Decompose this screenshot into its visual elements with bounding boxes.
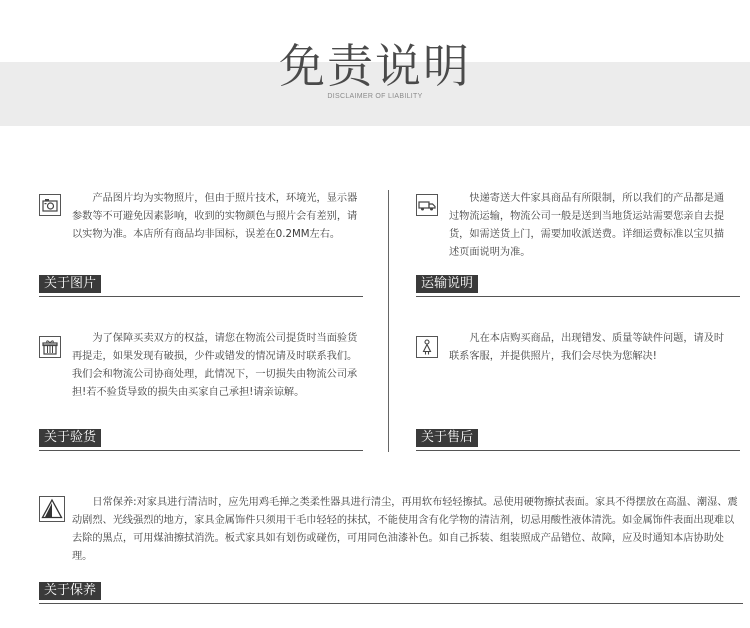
truck-icon [416, 194, 438, 216]
inspection-label: 关于验货 [39, 429, 101, 447]
column-divider [388, 190, 389, 452]
gift-box-icon [39, 336, 61, 358]
shipping-label: 运输说明 [416, 275, 478, 293]
maintenance-text: 日常保养:对家具进行清洁时，应先用鸡毛掸之类柔性器具进行清尘，再用软布轻轻擦拭。忌使用硬物擦拭表面。家具不得摆放在高温、潮湿、震动剧烈、光线强烈的地方，家具金属饰件只须用干毛巾轻轻的抹拭，不能使用含有化学物的清洁剂，切忌用酸性液体清洗。如金属饰件表面出现难以去除的黑点，可用煤油擦拭消洗。板式家具如有划伤或碰伤，可用同色油漆补色。如自己拆装、组装照成产品错位、故障，应及时通知本店协助处理。 [72, 497, 738, 562]
aftersales-label: 关于售后 [416, 429, 478, 447]
inspection-rule [39, 450, 363, 451]
camera-icon [39, 194, 61, 216]
aftersales-rule [416, 450, 740, 451]
aftersales-text: 凡在本店购买商品，出现错发、质量等缺件问题，请及时联系客服，并提供照片，我们会尽快为您解决! [449, 333, 725, 362]
warning-triangle-icon [39, 496, 65, 522]
shipping-rule [416, 296, 740, 297]
page-title: 免责说明 [279, 39, 471, 93]
shipping-text: 快递寄送大件家具商品有所限制，所以我们的产品都是通过物流运输，物流公司一般是送到当地货运站需要您亲自去提货，如需送货上门，需要加收派送费。详细运费标准以宝贝描述页面说明为准。 [449, 193, 725, 258]
person-icon [416, 336, 438, 358]
maintenance-label: 关于保养 [39, 582, 101, 600]
photos-text: 产品图片均为实物照片，但由于照片技术，环境光，显示器参数等不可避免因素影响，收到的实物颜色与照片会有差别，请以实物为准。本店所有商品均非国标，误差在0.2MM左右。 [72, 193, 358, 240]
photos-label: 关于图片 [39, 275, 101, 293]
inspection-text: 为了保障买卖双方的权益，请您在物流公司提货时当面验货再提走，如果发现有破损，少件或错发的情况请及时联系我们。我们会和物流公司协商处理，此情况下，一切损失由物流公司承担!若不验货导致的损失由买家自己承担!请亲谅解。 [72, 333, 358, 398]
photos-rule [39, 296, 363, 297]
page-subtitle: DISCLAIMER OF LIABILITY [327, 93, 423, 100]
maintenance-rule [39, 603, 743, 604]
